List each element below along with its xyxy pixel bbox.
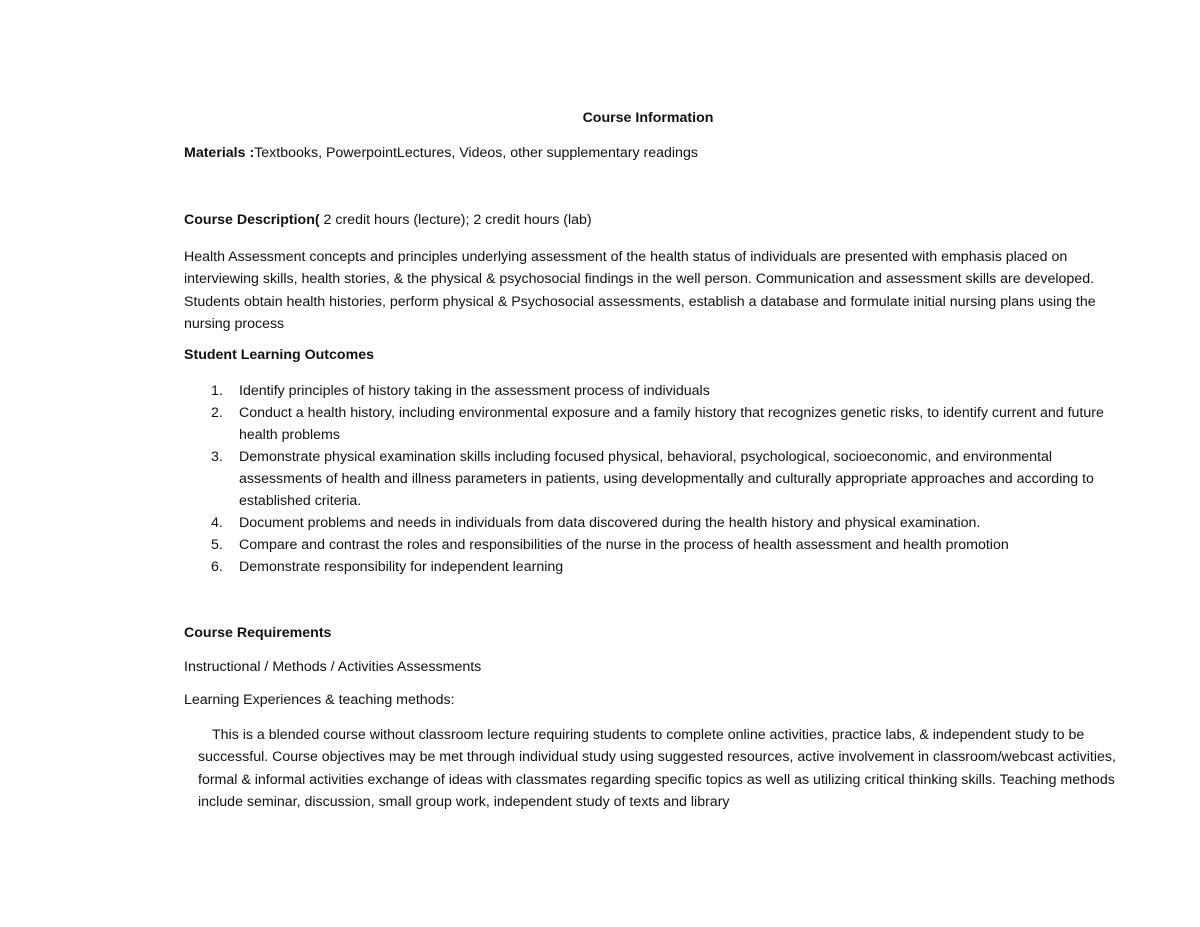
list-item (184, 380, 1119, 402)
materials-label: Materials : (184, 145, 255, 161)
materials-line (184, 145, 698, 161)
list-item-text: Identify principles of history taking in the assessment process of individuals (239, 383, 710, 399)
list-item-text: Conduct a health history, including environmental exposure and a family history that recognizes genetic risks, to identify current and future health problems (239, 405, 1104, 443)
page-title: Course Information (582, 110, 714, 126)
list-item-text: Compare and contrast the roles and responsibilities of the nurse in the process of health assessment and health promotion (239, 537, 1009, 553)
list-item (184, 446, 1119, 512)
course-description-body: Health Assessment concepts and principles underlying assessment of the health status of individuals are presented with emphasis placed on interviewing skills, health stories, & the physical & psychosocial findings in the well person. Communication and assessment skills are developed. Students obtain health histories, perform physical & Psychosocial assessments, establish a database and formulate initial nursing plans using the nursing process (184, 249, 1096, 333)
list-item-number: 2. (211, 405, 223, 421)
course-description-line (184, 212, 592, 228)
instructional-methods-subheading: Instructional / Methods / Activities Assessments (184, 659, 482, 675)
course-requirements-body: This is a blended course without classroom lecture requiring students to complete online activities, practice labs, & independent study to be successful. Course objectives may be met through individual study using suggested resources, active involvement in classroom/webcast activities, formal & informal activities exchange of ideas with classmates regarding specific topics as well as utilizing critical thinking skills. Teaching methods include seminar, discussion, small group work, independent study of texts and library (198, 727, 1116, 811)
list-item-text: Document problems and needs in individuals from data discovered during the health history and physical examination. (239, 515, 981, 531)
learning-outcomes-heading: Student Learning Outcomes (184, 347, 374, 363)
list-item-number: 5. (211, 537, 223, 553)
course-requirements-heading: Course Requirements (184, 625, 332, 641)
learning-outcomes-list (184, 380, 1119, 578)
course-description-label: Course Description( (184, 212, 320, 228)
materials-text: Textbooks, PowerpointLectures, Videos, other supplementary readings (254, 145, 698, 161)
list-item-number: 6. (211, 559, 223, 575)
list-item-text: Demonstrate responsibility for independent learning (239, 559, 564, 575)
list-item-text: Demonstrate physical examination skills including focused physical, behavioral, psychological, socioeconomic, and environmental assessments of health and illness parameters in patients, using developmentally and culturally appropriate approaches and according to established criteria. (239, 449, 1094, 509)
list-item (184, 402, 1119, 446)
learning-experiences-subheading: Learning Experiences & teaching methods: (184, 692, 455, 708)
list-item (184, 534, 1119, 556)
list-item-number: 3. (211, 449, 223, 465)
list-item (184, 512, 1119, 534)
list-item-number: 4. (211, 515, 223, 531)
list-item (184, 556, 1119, 578)
course-description-credits: 2 credit hours (lecture); 2 credit hours (lab) (319, 212, 592, 228)
list-item-number: 1. (211, 383, 223, 399)
